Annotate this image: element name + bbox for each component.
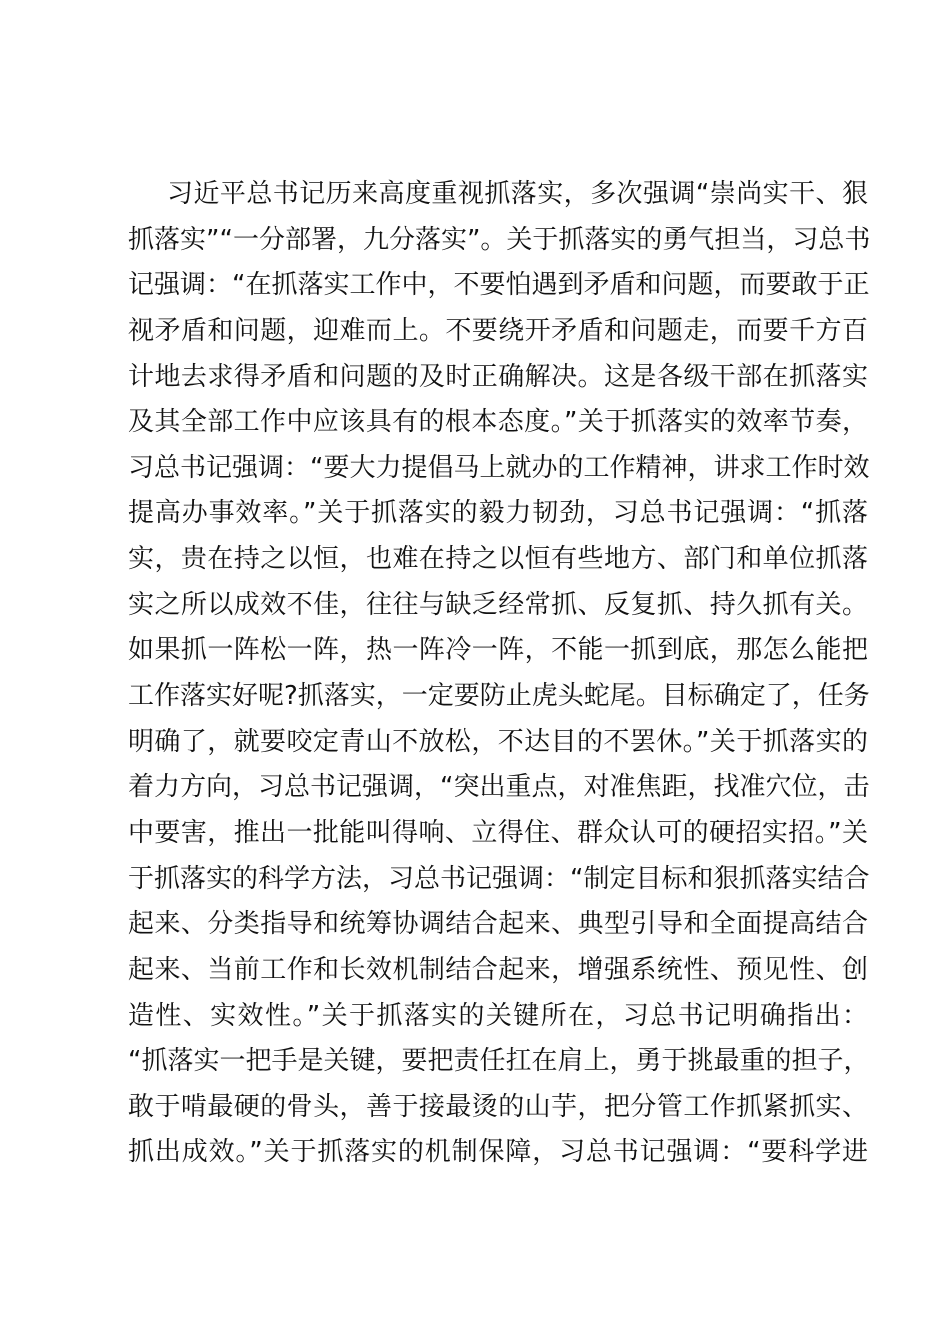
paragraph-line: 明确了，就要咬定青山不放松，不达目的不罢休。”关于抓落实的 — [128, 726, 868, 757]
paragraph-line: 实之所以成效不佳，往往与缺乏经常抓、反复抓、持久抓有关。 — [128, 589, 868, 620]
paragraph-line: 着力方向，习总书记强调，“突出重点，对准焦距，找准穴位，击 — [128, 772, 870, 803]
paragraph-line: 抓落实”“一分部署，九分落实”。关于抓落实的勇气担当，习总书 — [128, 224, 871, 255]
paragraph-line: 起来、分类指导和统筹协调结合起来、典型引导和全面提高结合 — [128, 909, 868, 940]
paragraph-line: 习总书记强调：“要大力提倡马上就办的工作精神，讲求工作时效 — [128, 452, 870, 483]
paragraph-line: 及其全部工作中应该具有的根本态度。”关于抓落实的效率节奏， — [128, 407, 868, 438]
paragraph-line: 记强调：“在抓落实工作中，不要怕遇到矛盾和问题，而要敢于正 — [128, 270, 870, 301]
paragraph-line: 抓出成效。”关于抓落实的机制保障，习总书记强调：“要科学进 — [128, 1137, 868, 1168]
paragraph-line: 提高办事效率。”关于抓落实的毅力韧劲，习总书记强调：“抓落 — [128, 498, 868, 529]
paragraph-line: 工作落实好呢?抓落实，一定要防止虎头蛇尾。目标确定了，任务 — [128, 681, 870, 712]
paragraph-line: 起来、当前工作和长效机制结合起来，增强系统性、预见性、创 — [128, 954, 868, 985]
paragraph-line: 造性、实效性。”关于抓落实的关键所在，习总书记明确指出： — [128, 1000, 868, 1031]
paragraph-line: 实，贵在持之以恒，也难在持之以恒有些地方、部门和单位抓落 — [128, 544, 868, 575]
paragraph-line: 敢于啃最硬的骨头，善于接最烫的山芋，把分管工作抓紧抓实、 — [128, 1091, 868, 1122]
paragraph-line: 如果抓一阵松一阵，热一阵冷一阵，不能一抓到底，那怎么能把 — [128, 635, 868, 666]
body-paragraph — [128, 172, 871, 1176]
paragraph-line: “抓落实一把手是关键，要把责任扛在肩上，勇于挑最重的担子， — [128, 1046, 870, 1077]
paragraph-line: 视矛盾和问题，迎难而上。不要绕开矛盾和问题走，而要千方百 — [128, 315, 868, 346]
paragraph-line: 习近平总书记历来高度重视抓落实，多次强调“崇尚实干、狠 — [167, 179, 868, 209]
paragraph-line: 中要害，推出一批能叫得响、立得住、群众认可的硬招实招。”关 — [128, 817, 868, 848]
paragraph-line: 于抓落实的科学方法，习总书记强调：“制定目标和狠抓落实结合 — [128, 863, 870, 894]
paragraph-line: 计地去求得矛盾和问题的及时正确解决。这是各级干部在抓落实 — [128, 361, 868, 392]
